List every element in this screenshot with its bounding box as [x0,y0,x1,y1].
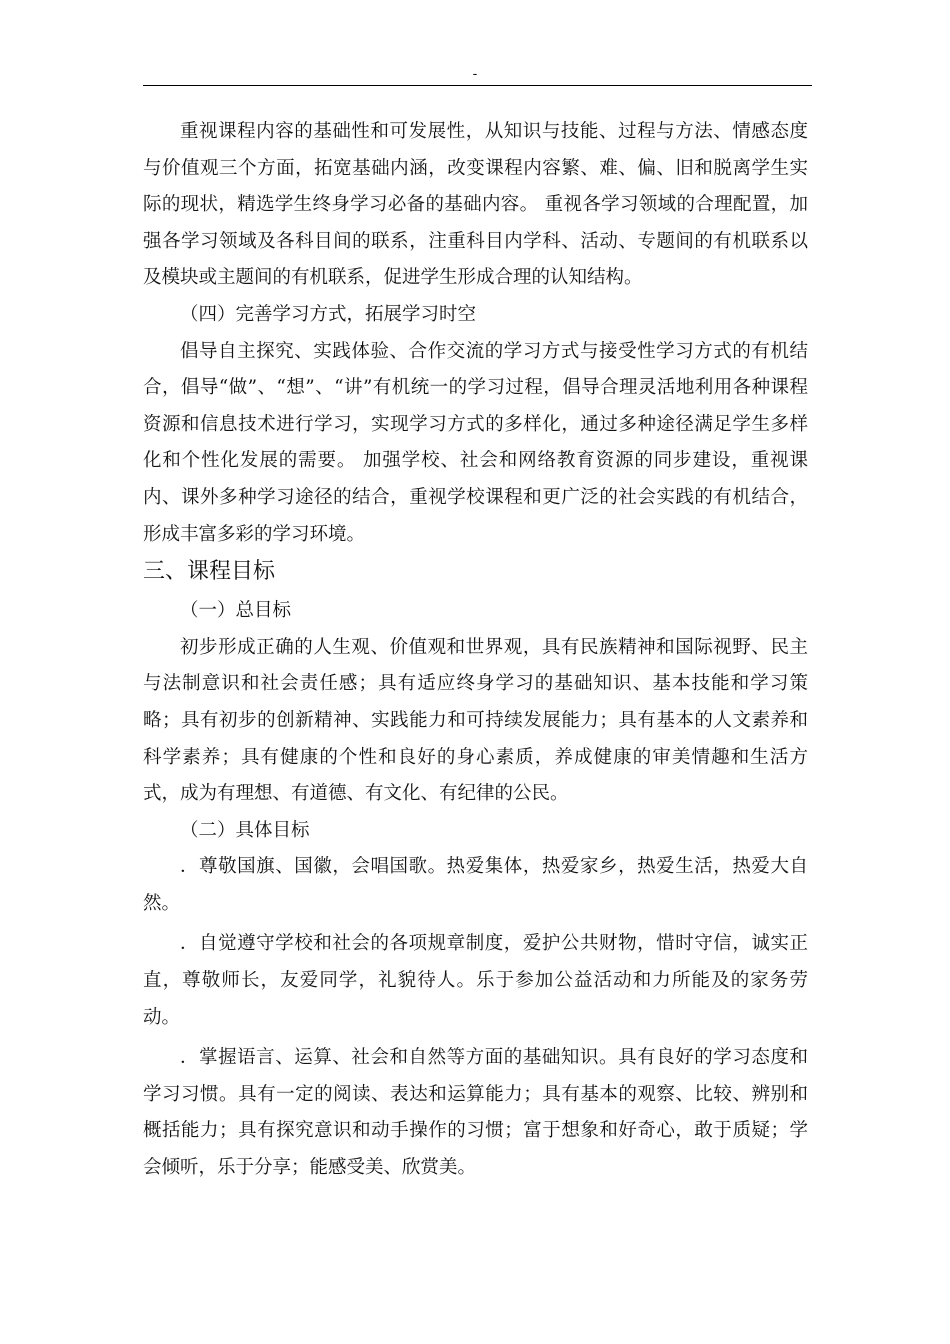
header-rule [143,85,812,86]
paragraph-learning-methods: 倡导自主探究、实践体验、合作交流的学习方式与接受性学习方式的有机结合，倡导“做”、“想”、“讲”有机统一的学习过程，倡导合理灵活地利用各种课程资源和信息技术进行学习，实现学习方式的多样化，通过多种途径满足学生多样化和个性化发展的需要。 加强学校、社会和网络教育资源的同步建设，重视课内、课外多种学习途径的结合，重视学校课程和更广泛的社会实践的有机结合，形成丰富多彩的学习环境。 [143,340,808,545]
list-item-goal-1: ．尊敬国旗、国徽，会唱国歌。热爱集体，热爱家乡，热爱生活，热爱大自然。 [143,856,808,914]
subheading-learning-methods: （四）完善学习方式，拓展学习时空 [180,303,477,325]
paragraph-curriculum-content: 重视课程内容的基础性和可发展性，从知识与技能、过程与方法、情感态度与价值观三个方面，拓宽基础内涵，改变课程内容繁、难、偏、旧和脱离学生实际的现状，精选学生终身学习必备的基础内容。 重视各学习领域的合理配置，加强各学习领域及各科目间的联系，注重科目内学科、活动、专题间的有机联系以及模块或主题间的有机联系，促进学生形成合理的认知结构。 [143,121,808,289]
paragraph-overall-goal: 初步形成正确的人生观、价值观和世界观，具有民族精神和国际视野、民主与法制意识和社会责任感；具有适应终身学习的基础知识、基本技能和学习策略；具有初步的创新精神、实践能力和可持续发展能力；具有基本的人文素养和科学素养；具有健康的个性和良好的身心素质，养成健康的审美情趣和生活方式，成为有理想、有道德、有文化、有纪律的公民。 [143,636,808,805]
subheading-specific-goals: （二）具体目标 [180,819,310,841]
section-heading-course-goals: 三、课程目标 [143,559,276,585]
list-item-goal-2: ．自觉遵守学校和社会的各项规章制度，爱护公共财物，惜时守信，诚实正直，尊敬师长，友爱同学，礼貌待人。乐于参加公益活动和力所能及的家务劳动。 [143,933,808,1028]
subheading-overall-goal: （一）总目标 [180,600,292,622]
list-item-goal-3: ．掌握语言、运算、社会和自然等方面的基础知识。具有良好的学习态度和学习习惯。具有一定的阅读、表达和运算能力；具有基本的观察、比较、辨别和概括能力；具有探究意识和动手操作的习惯；富于想象和好奇心，敢于质疑；学会倾听，乐于分享；能感受美、欣赏美。 [143,1047,808,1179]
header-mark: - [472,67,478,82]
document-body [143,114,808,1187]
